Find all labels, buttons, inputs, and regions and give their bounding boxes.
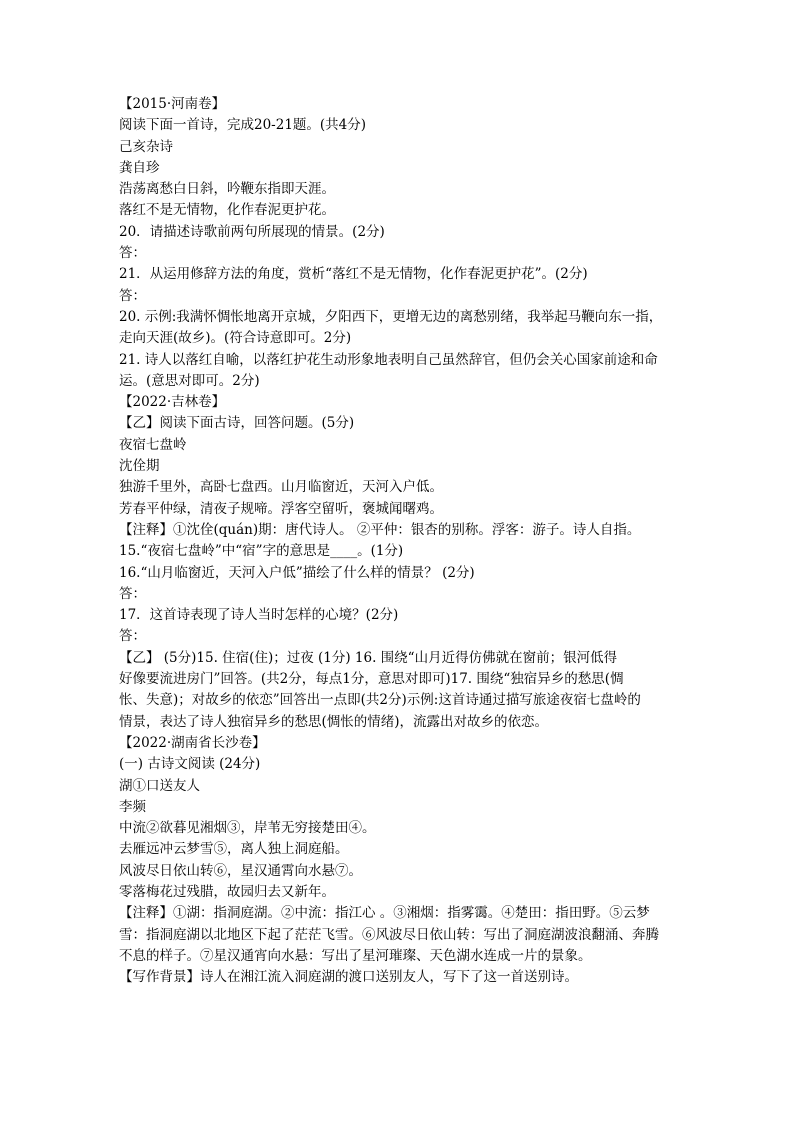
answer-label: 答： — [119, 287, 146, 304]
question-21: 21．从运用修辞方法的角度，赏析“落红不是无情物，化作春泥更护花”。(2分) — [119, 266, 588, 283]
poem-line: 去雁远冲云梦雪⑤，离人独上洞庭船。 — [119, 841, 349, 858]
answer-key-line2: 好像要流进房门”回答。(共2分，每点1分，意思对即可)17. 围绕“独宿异乡的愁思(惆 — [119, 671, 624, 688]
answer-21-line1: 21. 诗人以落红自喻，以落红护花生动形象地表明自己虽然辞官，但仍会关心国家前途和命 — [119, 351, 658, 368]
annotation: 【注释】①沈佺(quán)期：唐代诗人。 ②平仲：银杏的别称。浮客：游子。诗人自指。 — [119, 521, 641, 538]
poem-line: 浩荡离愁白日斜，吟鞭东指即天涯。 — [119, 181, 335, 198]
answer-key-line1: 【乙】 (5分)15. 住宿(住)；过夜 (1分) 16. 围绕“山月近得仿佛就在窗前；银河低得 — [119, 649, 618, 666]
instructions: 【乙】阅读下面古诗，回答问题。(5分) — [119, 415, 355, 432]
instructions: 阅读下面一首诗，完成20-21题。(共4分) — [119, 117, 367, 134]
poem-title: 湖①口送友人 — [119, 777, 200, 794]
poem-line: 中流②欲暮见湘烟③，岸苇无穷接楚田④。 — [119, 820, 376, 837]
answer-label: 答： — [119, 628, 146, 645]
answer-key-line3: 怅、失意)；对故乡的依恋”回答出一点即(共2分)示例:这首诗通过描写旅途夜宿七盘岭的 — [119, 692, 641, 709]
answer-20-line2: 走向天涯(故乡)。(符合诗意即可。2分) — [119, 330, 352, 347]
section-heading: (一) 古诗文阅读 (24分) — [119, 756, 261, 773]
question-20: 20．请描述诗歌前两句所展现的情景。(2分) — [119, 223, 385, 240]
answer-21-line2: 运。(意思对即可。2分) — [119, 372, 260, 389]
poem-author: 李频 — [119, 798, 146, 815]
annotation-line2: 雪：指洞庭湖以北地区下起了茫茫飞雪。⑥风波尽日依山转：写出了洞庭湖波浪翻涌、奔腾 — [119, 926, 659, 943]
answer-key-line4: 情景，表达了诗人独宿异乡的愁思(惆怅的情绪)，流露出对故乡的依恋。 — [119, 713, 549, 730]
source-label-changsha: 【2022·湖南省长沙卷】 — [119, 734, 266, 751]
question-17: 17．这首诗表现了诗人当时怎样的心境？(2分) — [119, 607, 399, 624]
poem-author: 龚自珍 — [119, 159, 160, 176]
answer-label: 答： — [119, 245, 146, 262]
question-16: 16.“山月临窗近，天河入户低”描绘了什么样的情景？ (2分) — [119, 564, 475, 581]
answer-label: 答： — [119, 585, 146, 602]
poem-author: 沈佺期 — [119, 458, 160, 475]
annotation-line1: 【注释】①湖：指洞庭湖。②中流：指江心 。③湘烟：指雾霭。④楚田：指田野。⑤云梦 — [119, 905, 650, 922]
question-15: 15.“夜宿七盘岭”中“宿”字的意思是____。(1分) — [119, 543, 404, 560]
annotation-line3: 不息的样子。⑦星汉通宵向水悬：写出了星河璀璨、天色湖水连成一片的景象。 — [119, 947, 592, 964]
poem-line: 独游千里外，高卧七盘西。山月临窗近，天河入户低。 — [119, 479, 443, 496]
poem-line: 零落梅花过残腊，故园归去又新年。 — [119, 883, 335, 900]
poem-title: 己亥杂诗 — [119, 138, 173, 155]
source-label-jilin: 【2022·吉林卷】 — [119, 394, 226, 411]
poem-line: 落红不是无情物，化作春泥更护花。 — [119, 202, 335, 219]
document-page — [119, 94, 679, 988]
answer-20-line1: 20. 示例:我满怀惆怅地离开京城，夕阳西下，更增无边的离愁别绪，我举起马鞭向东一指， — [119, 308, 663, 325]
writing-background: 【写作背景】诗人在湘江流入洞庭湖的渡口送别友人，写下了这一首送别诗。 — [119, 969, 578, 986]
poem-line: 风波尽日依山转⑥，星汉通霄向水悬⑦。 — [119, 862, 362, 879]
poem-title: 夜宿七盘岭 — [119, 436, 187, 453]
poem-line: 芳春平仲绿，清夜子规啼。浮客空留听，褒城闻曙鸡。 — [119, 500, 443, 517]
source-label-henan: 【2015·河南卷】 — [119, 96, 226, 112]
